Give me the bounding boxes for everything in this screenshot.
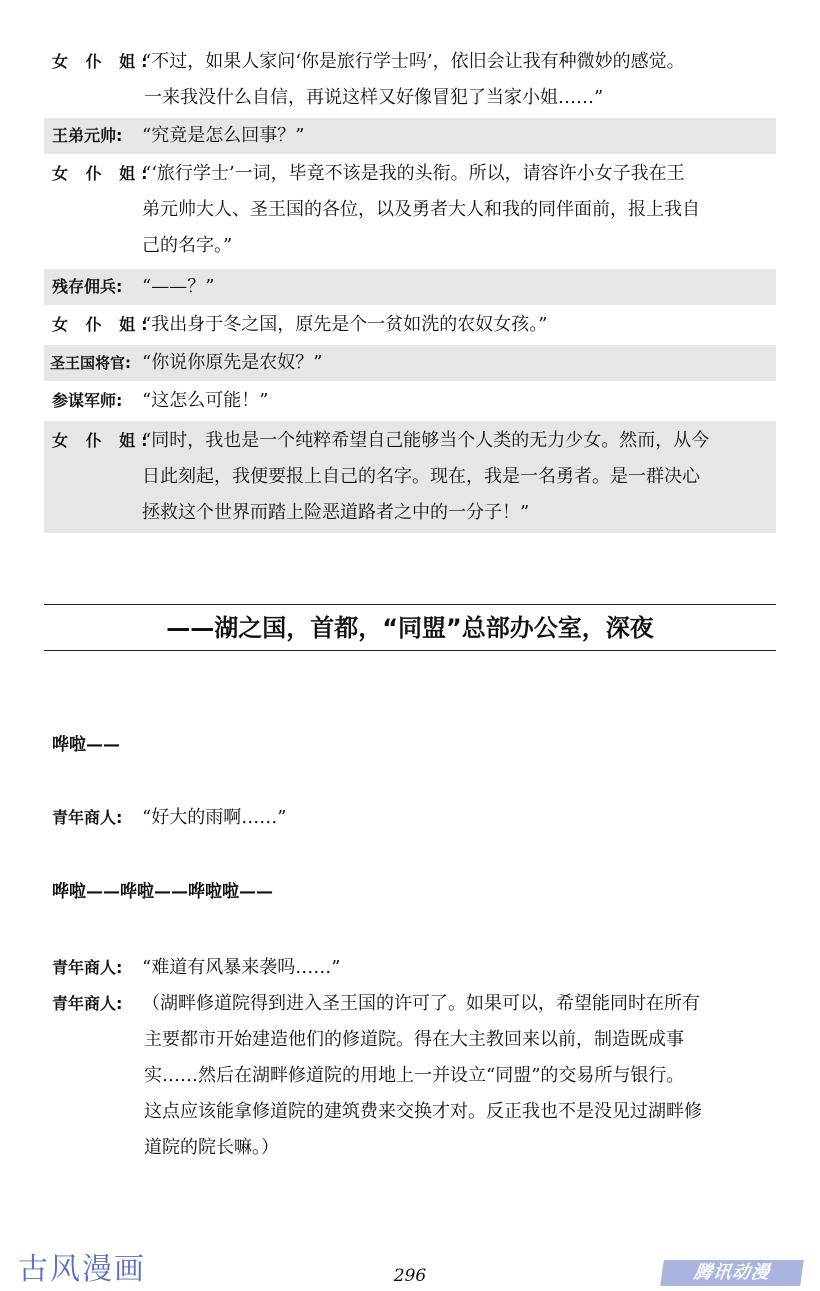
dialogue-text [142,986,766,1166]
sound-effect: 哗啦—— [52,735,120,755]
dialogue-line: “好大的雨啊……” [142,807,287,828]
dialogue-text [142,800,766,836]
sound-effect: 哗啦——哗啦——哗啦啦—— [52,882,273,902]
dialogue-storm [44,950,776,986]
speaker-label: 圣王国将官: [50,354,131,372]
page-number: 296 [393,1266,427,1286]
speaker-label: 青年商人: [52,808,123,827]
dialogue-row-5 [44,307,776,343]
dialogue-line: 己的名字。” [142,235,233,256]
dialogue-line: 弟元帅大人、圣王国的各位，以及勇者大人和我的同伴面前，报上我自 [142,199,700,220]
watermark-logo-left: 古风漫画 [18,1252,146,1287]
watermark-logo-right: 腾讯动漫 [660,1260,804,1286]
dialogue-line: 拯救这个世界而踏上险恶道路者之中的一分子！” [142,502,530,523]
dialogue-row-1 [44,44,776,116]
dialogue-text [142,307,766,343]
dialogue-row-7 [44,383,776,419]
dialogue-line: 一来我没什么自信，再说这样又好像冒犯了当家小姐……” [144,87,604,108]
dialogue-line: 这点应该能拿修道院的建筑费来交换才对。反正我也不是没见过湖畔修 [144,1101,702,1122]
dialogue-row-8 [44,421,776,533]
dialogue-line: “究竟是怎么回事？” [142,125,305,146]
dialogue-rain [44,800,776,836]
dialogue-line: “你说你原先是农奴？” [142,352,323,373]
dialogue-line: “‘旅行学士’一词，毕竟不该是我的头衔。所以，请容许小女子我在王 [142,163,685,184]
heading-rule-bottom [44,650,776,651]
dialogue-monologue [44,986,776,1170]
dialogue-text [142,269,766,305]
speaker-label: 女 仆 姐: [52,315,154,334]
dialogue-text [142,423,766,531]
dialogue-line: 日此刻起，我便要报上自己的名字。现在，我是一名勇者。是一群决心 [142,466,700,487]
heading-rule-top [44,604,776,605]
dialogue-text [142,156,766,264]
dialogue-line: “难道有风暴来袭吗……” [142,957,341,978]
dialogue-line: “我出身于冬之国，原先是个一贫如洗的农奴女孩。” [142,314,548,335]
dialogue-line: “——？” [142,276,215,297]
speaker-label: 女 仆 姐: [52,164,154,183]
speaker-label: 王弟元帅: [52,126,123,145]
dialogue-row-6 [44,345,776,381]
speaker-label: 女 仆 姐: [52,52,154,71]
dialogue-text [142,44,766,116]
dialogue-text [142,950,766,986]
dialogue-row-2 [44,118,776,154]
dialogue-line: 道院的院长嘛。） [144,1137,279,1158]
dialogue-text [142,383,766,419]
scene-heading: ——湖之国，首都，“同盟”总部办公室，深夜 [166,614,654,642]
speaker-label: 青年商人: [52,994,123,1013]
speaker-label: 女 仆 姐: [52,431,154,450]
speaker-label: 参谋军师: [52,391,123,410]
dialogue-line: （湖畔修道院得到进入圣王国的许可了。如果可以，希望能同时在所有 [142,993,700,1014]
dialogue-line: 实……然后在湖畔修道院的用地上一并设立“同盟”的交易所与银行。 [144,1065,685,1086]
dialogue-line: 主要都市开始建造他们的修道院。得在大主教回来以前，制造既成事 [144,1029,684,1050]
dialogue-line: “同时，我也是一个纯粹希望自己能够当个人类的无力少女。然而，从今 [142,430,710,451]
dialogue-line: “这怎么可能！” [142,390,269,411]
speaker-label: 青年商人: [52,958,123,977]
speaker-label: 残存佣兵: [52,277,123,296]
dialogue-text [142,345,766,381]
dialogue-row-4 [44,269,776,305]
dialogue-row-3 [44,156,776,264]
dialogue-text [142,118,766,154]
dialogue-line: “不过，如果人家问‘你是旅行学士吗’，依旧会让我有种微妙的感觉。 [142,51,685,72]
